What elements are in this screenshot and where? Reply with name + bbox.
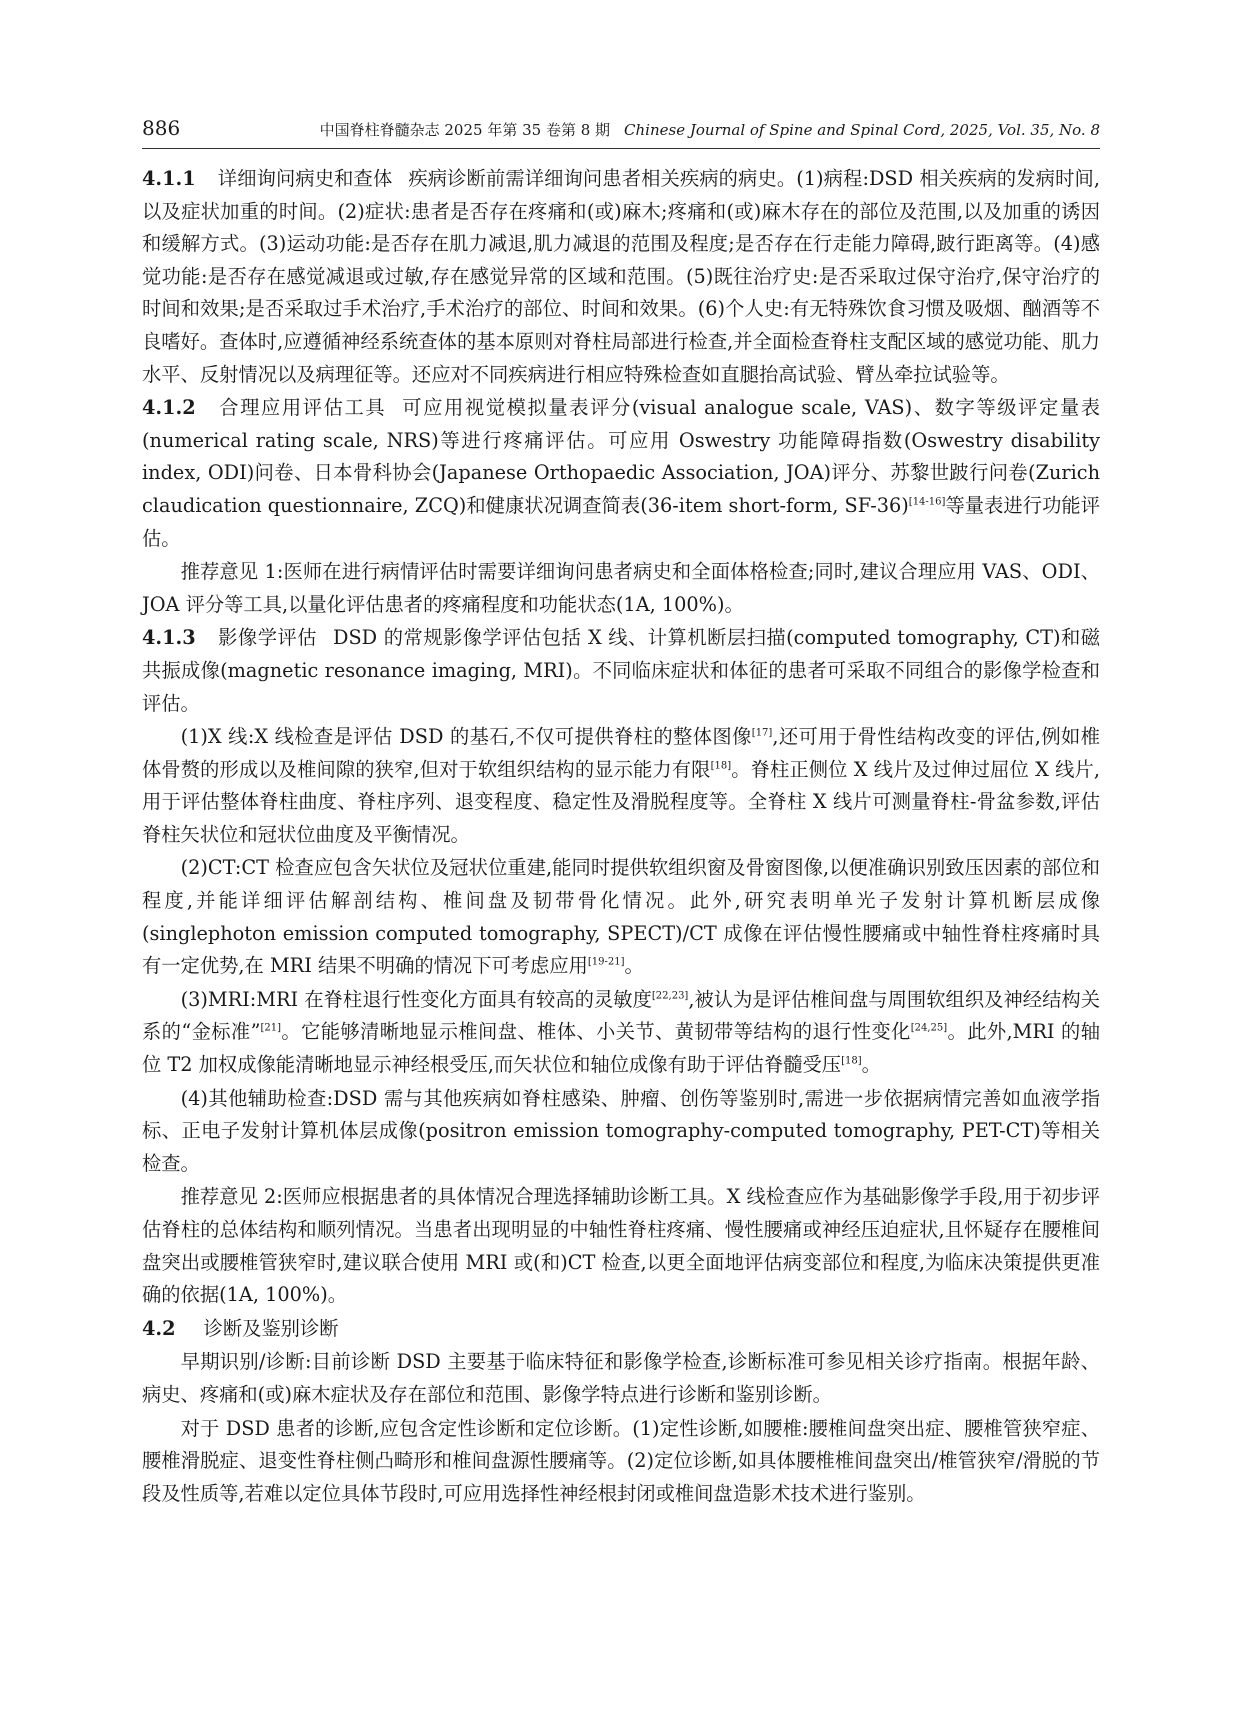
citation: [18] xyxy=(710,760,732,772)
paragraph-text: 。 xyxy=(624,954,644,978)
section-title: 诊断及鉴别诊断 xyxy=(203,1316,339,1340)
paragraph-text: 。此外,MRI 的轴位 T2 加权成像能清晰地显示神经根受压,而矢状位和轴位成像有助于评估脊髓受压 xyxy=(142,1020,1100,1077)
citation: [19-21] xyxy=(587,956,625,968)
section-number: 4.2 xyxy=(142,1316,176,1340)
page-number: 886 xyxy=(142,116,181,140)
journal-title-cn: 中国脊柱脊髓杂志 2025 年第 35 卷第 8 期 xyxy=(319,121,611,139)
section-number: 4.1.1 xyxy=(142,167,196,190)
citation: [14-16] xyxy=(908,496,946,508)
paragraph-mri xyxy=(142,984,1100,1082)
paragraph-text: ,被认为是评估椎间盘与周围软组织及神经结构关系的“金标准” xyxy=(142,987,1100,1044)
paragraph-text: (1)X 线:X 线检查是评估 DSD 的基石,不仅可提供脊柱的整体图像 xyxy=(180,725,752,749)
paragraph-4-1-3 xyxy=(142,622,1100,720)
paragraph-ct xyxy=(142,852,1100,982)
recommendation-2: 推荐意见 2:医师应根据患者的具体情况合理选择辅助诊断工具。X 线检查应作为基础影像学手段,用于初步评估脊柱的总体结构和顺列情况。当患者出现明显的中轴性脊柱疼痛、慢性腰痛或神经压迫症状,且怀疑存在腰椎间盘突出或腰椎管狭窄时,建议联合使用 MRI 或(和)CT 检查,以更全面地评估病变部位和程度,为临床决策提供更准确的依据(1A, 100%)。 xyxy=(142,1185,1100,1307)
paragraph-other-exams: (4)其他辅助检查:DSD 需与其他疾病如脊柱感染、肿瘤、创伤等鉴别时,需进一步依据病情完善如血液学指标、正电子发射计算机体层成像(positron emission tomography-computed tomography, PET-CT)等相关检查。 xyxy=(142,1086,1100,1175)
recommendation-1: 推荐意见 1:医师在进行病情评估时需要详细询问患者病史和全面体格检查;同时,建议合理应用 VAS、ODI、JOA 评分等工具,以量化评估患者的疼痛程度和功能状态(1A, 100%)。 xyxy=(142,560,1100,616)
paragraph-text: 等量表进行功能评估。 xyxy=(142,493,1100,550)
paragraph-text: DSD 的常规影像学评估包括 X 线、计算机断层扫描(computed tomography, CT)和磁共振成像(magnetic resonance imaging, MRI)。不同临床症状和体征的患者可采取不同组合的影像学检查和评估。 xyxy=(142,626,1100,715)
paragraph-early-diagnosis: 早期识别/诊断:目前诊断 DSD 主要基于临床特征和影像学检查,诊断标准可参见相关诊疗指南。根据年龄、病史、疼痛和(或)麻木症状及存在部位和范围、影像学特点进行诊断和鉴别诊断。 xyxy=(142,1350,1100,1406)
citation: [17] xyxy=(751,727,773,739)
section-number: 4.1.3 xyxy=(142,626,196,650)
paragraph-diagnosis-types: 对于 DSD 患者的诊断,应包含定性诊断和定位诊断。(1)定性诊断,如腰椎:腰椎间盘突出症、腰椎管狭窄症、腰椎滑脱症、退变性脊柱侧凸畸形和椎间盘源性腰痛等。(2)定位诊断,如具体腰椎椎间盘突出/椎管狭窄/滑脱的节段及性质等,若难以定位具体节段时,可应用选择性神经根封闭或椎间盘造影术技术进行鉴别。 xyxy=(142,1416,1100,1505)
journal-citation xyxy=(320,119,1100,140)
paragraph-text: 可应用视觉模拟量表评分(visual analogue scale, VAS)、数字等级评定量表(numerical rating scale, NRS)等进行疼痛评估。可应用 Oswestry 功能障碍指数(Oswestry disability index, ODI)问卷、日本骨科协会(Japanese Orthopaedic Association, JOA)评分、苏黎世跛行问卷(Zurich claudication questionnaire, ZCQ)和健康状况调查简表(36-item short-form, SF-36) xyxy=(142,396,1101,517)
paragraph-text: 。它能够清晰地显示椎间盘、椎体、小关节、黄韧带等结构的退行性变化 xyxy=(280,1020,911,1044)
paragraph-text: 。脊柱正侧位 X 线片及过伸过屈位 X 线片,用于评估整体脊柱曲度、脊柱序列、退变程度、稳定性及滑脱程度等。全脊柱 X 线片可测量脊柱-骨盆参数,评估脊柱矢状位和冠状位曲度及平衡情况。 xyxy=(142,757,1100,846)
journal-title-en: Chinese Journal of Spine and Spinal Cord, 2025, Vol. 35, No. 8 xyxy=(624,121,1100,139)
paragraph-xray xyxy=(142,721,1100,851)
paragraph-text: ,还可用于骨性结构改变的评估,例如椎体骨赘的形成以及椎间隙的狭窄,但对于软组织结构的显示能力有限 xyxy=(142,725,1100,781)
citation: [18] xyxy=(841,1055,862,1067)
citation: [24,25] xyxy=(910,1023,948,1035)
heading-4-2 xyxy=(142,1313,1100,1346)
paragraph-text: 疾病诊断前需详细询问患者相关疾病的病史。(1)病程:DSD 相关疾病的发病时间,以及症状加重的时间。(2)症状:患者是否存在疼痛和(或)麻木;疼痛和(或)麻木存在的部位及范围,以及加重的诱因和缓解方式。(3)运动功能:是否存在肌力减退,肌力减退的范围及程度;是否存在行走能力障碍,跛行距离等。(4)感觉功能:是否存在感觉减退或过敏,存在感觉异常的区域和范围。(5)既往治疗史:是否采取过保守治疗,保守治疗的时间和效果;是否采取过手术治疗,手术治疗的部位、时间和效果。(6)个人史:有无特殊饮食习惯及吸烟、酗酒等不良嗜好。查体时,应遵循神经系统查体的基本原则对脊柱局部进行检查,并全面检查脊柱支配区域的感觉功能、肌力水平、反射情况以及病理征等。还应对不同疾病进行相应特殊检查如直腿抬高试验、臂丛牵拉试验等。 xyxy=(142,167,1100,386)
section-title: 影像学评估 xyxy=(217,626,317,650)
journal-page xyxy=(142,116,1100,1511)
section-title: 合理应用评估工具 xyxy=(217,396,387,420)
article-body xyxy=(142,163,1100,1510)
paragraph-4-1-1 xyxy=(142,163,1100,391)
paragraph-4-1-2 xyxy=(142,392,1100,555)
running-header xyxy=(142,116,1100,149)
paragraph-text: (2)CT:CT 检查应包含矢状位及冠状位重建,能同时提供软组织窗及骨窗图像,以便准确识别致压因素的部位和程度,并能详细评估解剖结构、椎间盘及韧带骨化情况。此外,研究表明单光子发射计算机断层成像 (singlephoton emission computed tomography, SPECT)/CT 成像在评估慢性腰痛或中轴性脊柱疼痛时具有一定优势,在 MRI 结果不明确的情况下可考虑应用 xyxy=(142,856,1100,978)
paragraph-text: 。 xyxy=(861,1053,881,1077)
paragraph-text: (3)MRI:MRI 在脊柱退行性变化方面具有较高的灵敏度 xyxy=(180,987,652,1011)
citation: [21] xyxy=(260,1023,281,1035)
section-title: 详细询问病史和查体 xyxy=(217,167,393,190)
citation: [22,23] xyxy=(651,990,689,1002)
section-number: 4.1.2 xyxy=(142,396,196,420)
